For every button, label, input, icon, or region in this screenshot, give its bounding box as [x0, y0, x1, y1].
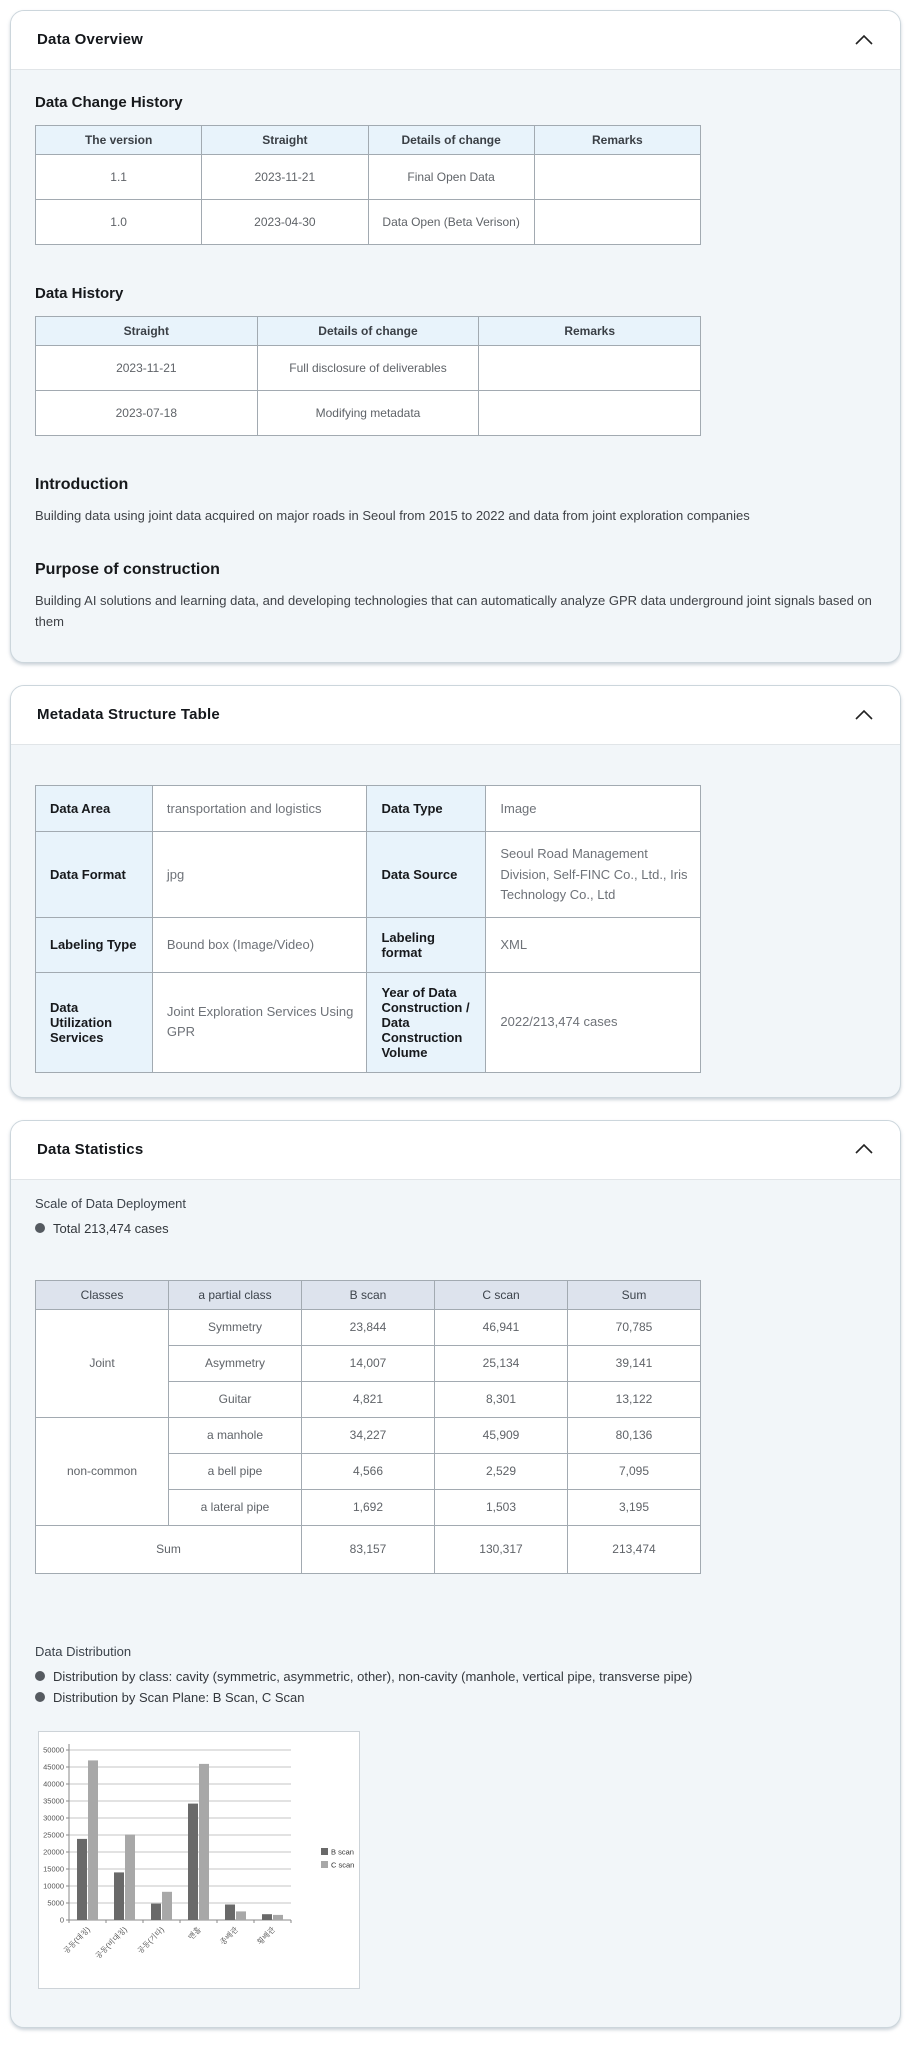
cell: 70,785	[568, 1309, 701, 1345]
data-overview-body	[11, 70, 900, 662]
cell: 45,909	[435, 1417, 568, 1453]
statistics-table	[35, 1280, 701, 1574]
header-cell: B scan	[302, 1280, 435, 1309]
cell	[534, 155, 700, 200]
table-row	[36, 832, 701, 917]
cell: Symmetry	[169, 1309, 302, 1345]
cell: 2023-11-21	[36, 346, 258, 391]
distribution-bullet-row	[35, 1690, 876, 1705]
distribution-bullet-text: Distribution by class: cavity (symmetric, asymmetric, other), non-cavity (manhole, vertical pipe, transverse pipe)	[53, 1668, 693, 1684]
introduction-heading: Introduction	[35, 476, 129, 493]
table-row	[36, 346, 701, 391]
total-cases-text: Total 213,474 cases	[53, 1220, 169, 1236]
cell: a manhole	[169, 1417, 302, 1453]
table-row	[36, 972, 701, 1072]
card-title: Data Statistics	[37, 1140, 144, 1158]
cell: 34,227	[302, 1417, 435, 1453]
table-row	[36, 155, 701, 200]
cell: Modifying metadata	[257, 391, 479, 436]
data-overview-header[interactable]	[11, 11, 900, 70]
change-history-table	[35, 125, 701, 245]
header-cell: C scan	[435, 1280, 568, 1309]
cell: 25,134	[435, 1345, 568, 1381]
meta-label: Labeling format	[367, 917, 486, 972]
chevron-up-icon[interactable]	[854, 708, 874, 722]
distribution-bullet-row	[35, 1669, 876, 1684]
cell: 2,529	[435, 1453, 568, 1489]
class-cell: non-common	[36, 1417, 169, 1525]
bullet-icon	[35, 1671, 45, 1681]
header-cell: Classes	[36, 1280, 169, 1309]
meta-label: Data Source	[367, 832, 486, 917]
data-history-heading: Data History	[35, 285, 124, 302]
meta-value: Bound box (Image/Video)	[152, 917, 367, 972]
distribution-bullet-text: Distribution by Scan Plane: B Scan, C Scan	[53, 1689, 305, 1705]
data-statistics-body	[11, 1180, 900, 2027]
svg-text:30000: 30000	[43, 1813, 64, 1823]
metadata-structure-card	[10, 685, 901, 1097]
data-statistics-card	[10, 1120, 901, 2028]
header-cell: Details of change	[257, 317, 479, 346]
cell: 23,844	[302, 1309, 435, 1345]
cell: 83,157	[302, 1525, 435, 1573]
cell: 80,136	[568, 1417, 701, 1453]
chevron-up-icon[interactable]	[854, 33, 874, 47]
cell: Data Open (Beta Verison)	[368, 200, 534, 245]
scale-heading: Scale of Data Deployment	[35, 1195, 187, 1211]
distribution-bar-chart	[38, 1731, 360, 1989]
table-row	[36, 391, 701, 436]
svg-text:25000: 25000	[43, 1830, 64, 1840]
total-bullet-row	[35, 1221, 876, 1236]
cell: 7,095	[568, 1453, 701, 1489]
meta-label: Labeling Type	[36, 917, 153, 972]
meta-value: Joint Exploration Services Using GPR	[152, 972, 367, 1072]
meta-value: transportation and logistics	[152, 786, 367, 832]
cell: 1,503	[435, 1489, 568, 1525]
header-cell: The version	[36, 126, 202, 155]
cell: 1.0	[36, 200, 202, 245]
table-row	[36, 1309, 701, 1345]
data-overview-card	[10, 10, 901, 663]
change-history-heading: Data Change History	[35, 94, 183, 111]
sum-row	[36, 1525, 701, 1573]
svg-text:50000: 50000	[43, 1745, 64, 1755]
cell: 2023-04-30	[202, 200, 368, 245]
cell: 46,941	[435, 1309, 568, 1345]
header-cell: a partial class	[169, 1280, 302, 1309]
header-cell: Straight	[36, 317, 258, 346]
svg-text:5000: 5000	[47, 1898, 64, 1908]
meta-value: XML	[486, 917, 701, 972]
meta-value: Seoul Road Management Division, Self-FINC Co., Ltd., Iris Technology Co., Ltd	[486, 832, 701, 917]
cell: Asymmetry	[169, 1345, 302, 1381]
svg-text:10000: 10000	[43, 1881, 64, 1891]
meta-label: Year of Data Construction / Data Construction Volume	[367, 972, 486, 1072]
cell: 130,317	[435, 1525, 568, 1573]
cell: 39,141	[568, 1345, 701, 1381]
class-cell: Joint	[36, 1309, 169, 1417]
svg-text:15000: 15000	[43, 1864, 64, 1874]
cell: 3,195	[568, 1489, 701, 1525]
cell: 2023-07-18	[36, 391, 258, 436]
header-cell: Remarks	[479, 317, 701, 346]
meta-value: 2022/213,474 cases	[486, 972, 701, 1072]
table-row	[36, 786, 701, 832]
table-row	[36, 200, 701, 245]
cell: 1,692	[302, 1489, 435, 1525]
svg-text:0: 0	[59, 1915, 64, 1925]
svg-text:공동(대칭): 공동(대칭)	[61, 1924, 92, 1956]
introduction-text: Building data using joint data acquired on major roads in Seoul from 2015 to 2022 and data from joint exploration companies	[35, 508, 750, 523]
metadata-structure-header[interactable]	[11, 686, 900, 745]
meta-label: Data Area	[36, 786, 153, 832]
meta-value: Image	[486, 786, 701, 832]
header-cell: Straight	[202, 126, 368, 155]
meta-label: Data Type	[367, 786, 486, 832]
svg-text:45000: 45000	[43, 1762, 64, 1772]
cell	[534, 200, 700, 245]
svg-text:공동(비대칭): 공동(비대칭)	[93, 1924, 129, 1961]
header-cell: Details of change	[368, 126, 534, 155]
svg-text:종배관: 종배관	[218, 1924, 240, 1947]
cell: Full disclosure of deliverables	[257, 346, 479, 391]
purpose-heading: Purpose of construction	[35, 560, 220, 578]
chevron-up-icon[interactable]	[854, 1142, 874, 1156]
header-cell: Remarks	[534, 126, 700, 155]
metadata-table	[35, 785, 701, 1072]
cell: 14,007	[302, 1345, 435, 1381]
cell: 2023-11-21	[202, 155, 368, 200]
header-cell: Sum	[568, 1280, 701, 1309]
svg-text:C scan: C scan	[331, 1860, 355, 1870]
svg-text:B scan: B scan	[331, 1847, 354, 1857]
cell	[479, 346, 701, 391]
data-statistics-header[interactable]	[11, 1121, 900, 1180]
cell: 4,821	[302, 1381, 435, 1417]
cell: Guitar	[169, 1381, 302, 1417]
svg-text:35000: 35000	[43, 1796, 64, 1806]
table-row	[36, 917, 701, 972]
meta-label: Data Format	[36, 832, 153, 917]
cell: 8,301	[435, 1381, 568, 1417]
svg-text:20000: 20000	[43, 1847, 64, 1857]
cell: a lateral pipe	[169, 1489, 302, 1525]
meta-value: jpg	[152, 832, 367, 917]
distribution-heading: Data Distribution	[35, 1643, 132, 1659]
card-title: Metadata Structure Table	[37, 706, 220, 724]
purpose-text: Building AI solutions and learning data, and developing technologies that can automatically analyze GPR data underground joint signals based on them	[35, 592, 872, 629]
table-row	[36, 1417, 701, 1453]
cell	[479, 391, 701, 436]
cell: Final Open Data	[368, 155, 534, 200]
cell: Sum	[36, 1525, 302, 1573]
svg-text:40000: 40000	[43, 1779, 64, 1789]
bullet-icon	[35, 1223, 45, 1233]
cell: 13,122	[568, 1381, 701, 1417]
svg-text:공동(기타): 공동(기타)	[135, 1924, 166, 1956]
cell: 4,566	[302, 1453, 435, 1489]
svg-text:맨홀: 맨홀	[186, 1924, 203, 1942]
bullet-icon	[35, 1692, 45, 1702]
metadata-structure-body	[11, 745, 900, 1096]
cell: 213,474	[568, 1525, 701, 1573]
cell: a bell pipe	[169, 1453, 302, 1489]
card-title: Data Overview	[37, 31, 143, 48]
data-history-table	[35, 316, 701, 436]
cell: 1.1	[36, 155, 202, 200]
meta-label: Data Utilization Services	[36, 972, 153, 1072]
svg-text:횡배관: 횡배관	[255, 1924, 277, 1947]
